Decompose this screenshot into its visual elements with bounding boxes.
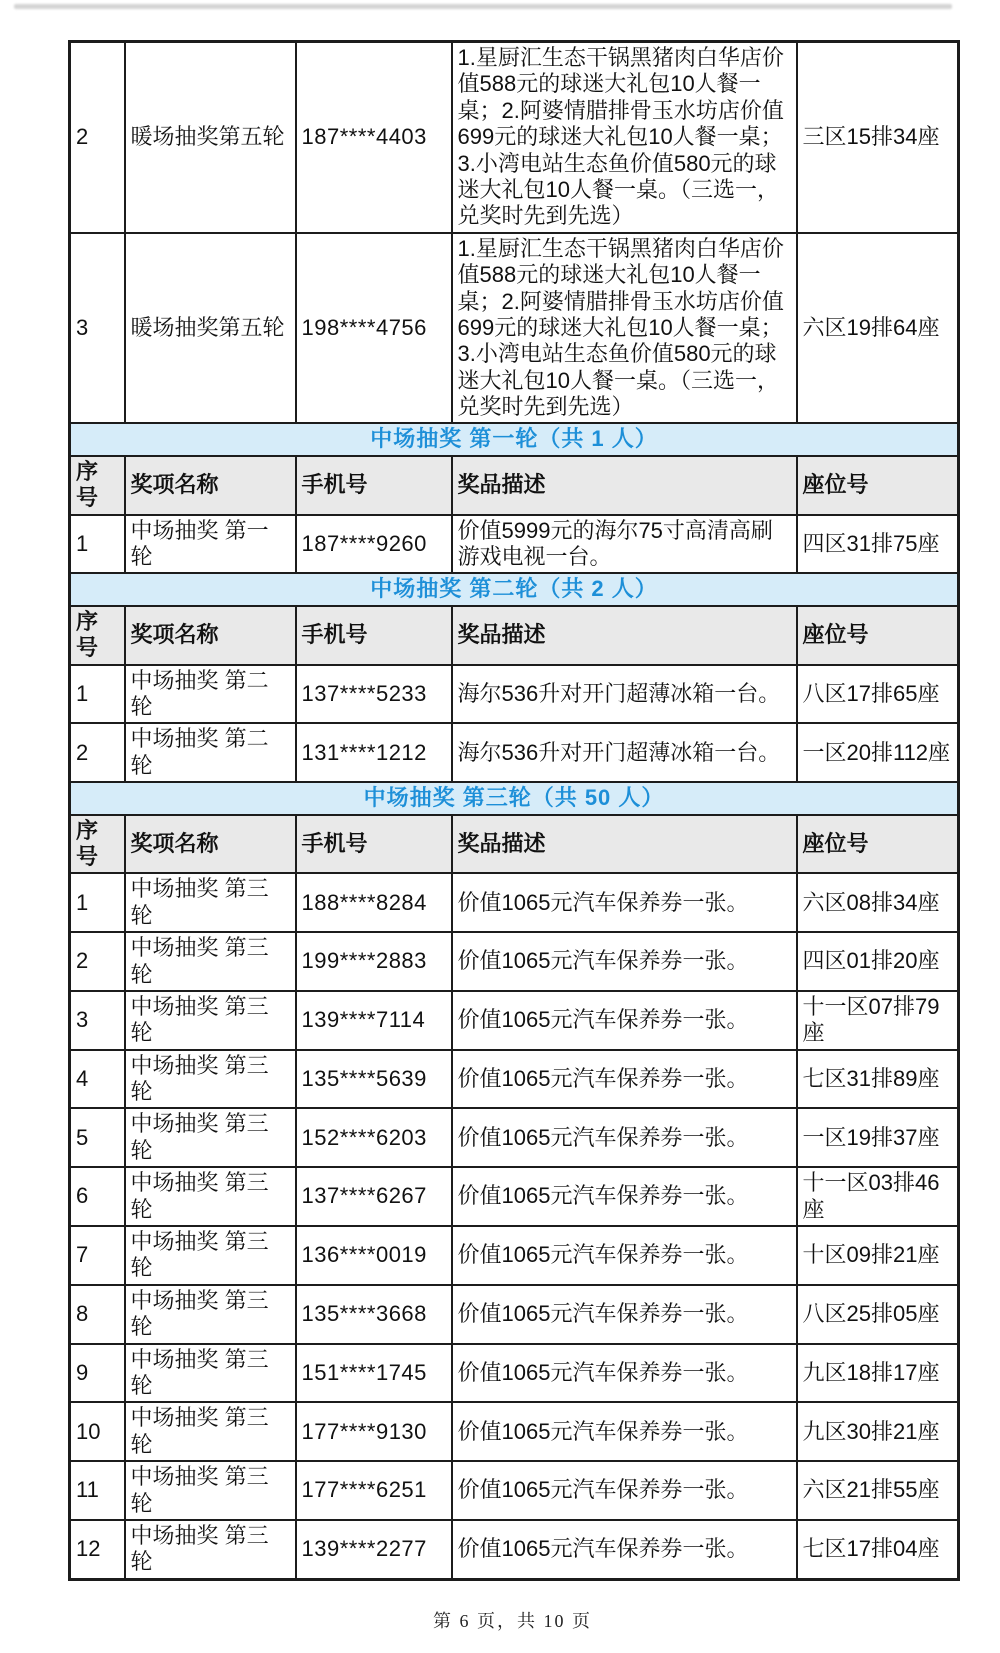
header-row xyxy=(70,815,959,874)
cell-seat: 十一区03排46座 xyxy=(797,1167,959,1226)
header-row xyxy=(70,606,959,665)
cell-serial: 7 xyxy=(70,1226,125,1285)
cell-serial: 1 xyxy=(70,873,125,932)
section-band-round-3 xyxy=(70,782,959,814)
cell-serial: 12 xyxy=(70,1520,125,1579)
cell-prize-name: 中场抽奖 第三轮 xyxy=(125,1226,296,1285)
table-row xyxy=(70,665,959,724)
cell-serial: 2 xyxy=(70,723,125,782)
cell-serial: 3 xyxy=(70,991,125,1050)
cell-seat: 六区21排55座 xyxy=(797,1461,959,1520)
cell-prize-name: 中场抽奖 第三轮 xyxy=(125,1402,296,1461)
col-header-seat: 座位号 xyxy=(797,815,959,874)
cell-phone: 152****6203 xyxy=(296,1108,452,1167)
cell-prize-desc: 价值1065元汽车保养券一张。 xyxy=(452,1226,797,1285)
col-header-prize-desc: 奖品描述 xyxy=(452,815,797,874)
cell-prize-name: 中场抽奖 第三轮 xyxy=(125,1167,296,1226)
table-row xyxy=(70,233,959,424)
cell-seat: 十区09排21座 xyxy=(797,1226,959,1285)
table-row xyxy=(70,1402,959,1461)
table-row xyxy=(70,1461,959,1520)
col-header-serial: 序号 xyxy=(70,456,125,515)
cell-serial: 4 xyxy=(70,1050,125,1109)
cell-seat: 四区31排75座 xyxy=(797,515,959,574)
cell-prize-name: 中场抽奖 第三轮 xyxy=(125,1344,296,1403)
cell-phone: 151****1745 xyxy=(296,1344,452,1403)
cell-prize-name: 中场抽奖 第一轮 xyxy=(125,515,296,574)
cell-serial: 10 xyxy=(70,1402,125,1461)
col-header-serial: 序号 xyxy=(70,815,125,874)
cell-seat: 九区30排21座 xyxy=(797,1402,959,1461)
table-row xyxy=(70,873,959,932)
cell-phone: 187****9260 xyxy=(296,515,452,574)
header-row xyxy=(70,456,959,515)
col-header-prize-desc: 奖品描述 xyxy=(452,456,797,515)
table-row xyxy=(70,1167,959,1226)
cell-prize-name: 中场抽奖 第三轮 xyxy=(125,991,296,1050)
cell-serial: 1 xyxy=(70,515,125,574)
cell-prize-desc: 海尔536升对开门超薄冰箱一台。 xyxy=(452,665,797,724)
cell-seat: 七区31排89座 xyxy=(797,1050,959,1109)
cell-prize-name: 中场抽奖 第三轮 xyxy=(125,1050,296,1109)
table-row xyxy=(70,1344,959,1403)
cell-seat: 六区08排34座 xyxy=(797,873,959,932)
cell-prize-desc: 价值1065元汽车保养券一张。 xyxy=(452,1461,797,1520)
cell-prize-desc: 价值1065元汽车保养券一张。 xyxy=(452,991,797,1050)
page-number-footer: 第 6 页，共 10 页 xyxy=(433,1610,592,1631)
col-header-serial: 序号 xyxy=(70,606,125,665)
table-row xyxy=(70,1050,959,1109)
cell-prize-name: 中场抽奖 第三轮 xyxy=(125,1108,296,1167)
cell-prize-name: 中场抽奖 第三轮 xyxy=(125,1285,296,1344)
section-title: 中场抽奖 第二轮（共 2 人） xyxy=(70,573,959,605)
cell-phone: 198****4756 xyxy=(296,233,452,424)
cell-serial: 2 xyxy=(70,42,125,233)
cell-serial: 2 xyxy=(70,932,125,991)
col-header-prize-name: 奖项名称 xyxy=(125,456,296,515)
cell-serial: 5 xyxy=(70,1108,125,1167)
cell-prize-desc: 价值1065元汽车保养券一张。 xyxy=(452,1050,797,1109)
col-header-prize-name: 奖项名称 xyxy=(125,815,296,874)
col-header-phone: 手机号 xyxy=(296,815,452,874)
cell-phone: 137****5233 xyxy=(296,665,452,724)
cell-phone: 188****8284 xyxy=(296,873,452,932)
cell-prize-name: 中场抽奖 第三轮 xyxy=(125,1461,296,1520)
col-header-prize-desc: 奖品描述 xyxy=(452,606,797,665)
cell-phone: 136****0019 xyxy=(296,1226,452,1285)
cell-seat: 一区19排37座 xyxy=(797,1108,959,1167)
section-title: 中场抽奖 第一轮（共 1 人） xyxy=(70,423,959,455)
cell-prize-name: 中场抽奖 第三轮 xyxy=(125,932,296,991)
cell-seat: 六区19排64座 xyxy=(797,233,959,424)
cell-prize-desc: 价值1065元汽车保养券一张。 xyxy=(452,1344,797,1403)
cell-prize-name: 中场抽奖 第三轮 xyxy=(125,873,296,932)
cell-serial: 6 xyxy=(70,1167,125,1226)
cell-phone: 135****5639 xyxy=(296,1050,452,1109)
cell-prize-desc: 1.星厨汇生态干锅黑猪肉白华店价值588元的球迷大礼包10人餐一桌；2.阿婆情腊排骨玉水坊店价值699元的球迷大礼包10人餐一桌；3.小湾电站生态鱼价值580元的球迷大礼包10人餐一桌。（三选一，兑奖时先到先选） xyxy=(452,42,797,233)
cell-phone: 177****9130 xyxy=(296,1402,452,1461)
cell-prize-desc: 海尔536升对开门超薄冰箱一台。 xyxy=(452,723,797,782)
col-header-phone: 手机号 xyxy=(296,456,452,515)
cell-phone: 199****2883 xyxy=(296,932,452,991)
cell-phone: 139****7114 xyxy=(296,991,452,1050)
col-header-prize-name: 奖项名称 xyxy=(125,606,296,665)
table-row xyxy=(70,42,959,233)
section-band-round-2 xyxy=(70,573,959,605)
previous-row-border-artifact xyxy=(14,4,952,9)
cell-prize-name: 暖场抽奖第五轮 xyxy=(125,233,296,424)
cell-seat: 八区25排05座 xyxy=(797,1285,959,1344)
cell-seat: 七区17排04座 xyxy=(797,1520,959,1579)
table-row xyxy=(70,1108,959,1167)
cell-seat: 四区01排20座 xyxy=(797,932,959,991)
cell-seat: 九区18排17座 xyxy=(797,1344,959,1403)
cell-phone: 139****2277 xyxy=(296,1520,452,1579)
table-row xyxy=(70,1226,959,1285)
cell-prize-desc: 价值1065元汽车保养券一张。 xyxy=(452,1402,797,1461)
col-header-phone: 手机号 xyxy=(296,606,452,665)
cell-prize-desc: 价值1065元汽车保养券一张。 xyxy=(452,1520,797,1579)
cell-prize-desc: 价值1065元汽车保养券一张。 xyxy=(452,1285,797,1344)
cell-phone: 137****6267 xyxy=(296,1167,452,1226)
table-row xyxy=(70,723,959,782)
cell-prize-desc: 价值1065元汽车保养券一张。 xyxy=(452,932,797,991)
section-band-round-1 xyxy=(70,423,959,455)
table-row xyxy=(70,932,959,991)
col-header-seat: 座位号 xyxy=(797,456,959,515)
cell-prize-desc: 1.星厨汇生态干锅黑猪肉白华店价值588元的球迷大礼包10人餐一桌；2.阿婆情腊排骨玉水坊店价值699元的球迷大礼包10人餐一桌；3.小湾电站生态鱼价值580元的球迷大礼包10人餐一桌。（三选一，兑奖时先到先选） xyxy=(452,233,797,424)
cell-serial: 3 xyxy=(70,233,125,424)
cell-prize-desc: 价值1065元汽车保养券一张。 xyxy=(452,1167,797,1226)
cell-serial: 1 xyxy=(70,665,125,724)
cell-prize-name: 暖场抽奖第五轮 xyxy=(125,42,296,233)
cell-phone: 177****6251 xyxy=(296,1461,452,1520)
cell-phone: 187****4403 xyxy=(296,42,452,233)
cell-prize-desc: 价值1065元汽车保养券一张。 xyxy=(452,873,797,932)
cell-seat: 一区20排112座 xyxy=(797,723,959,782)
cell-serial: 9 xyxy=(70,1344,125,1403)
prize-results-table xyxy=(68,40,960,1581)
cell-prize-desc: 价值5999元的海尔75寸高清高刷游戏电视一台。 xyxy=(452,515,797,574)
cell-serial: 11 xyxy=(70,1461,125,1520)
cell-serial: 8 xyxy=(70,1285,125,1344)
cell-seat: 八区17排65座 xyxy=(797,665,959,724)
cell-phone: 131****1212 xyxy=(296,723,452,782)
cell-phone: 135****3668 xyxy=(296,1285,452,1344)
table-row xyxy=(70,515,959,574)
cell-prize-desc: 价值1065元汽车保养券一张。 xyxy=(452,1108,797,1167)
cell-seat: 三区15排34座 xyxy=(797,42,959,233)
section-title: 中场抽奖 第三轮（共 50 人） xyxy=(70,782,959,814)
col-header-seat: 座位号 xyxy=(797,606,959,665)
table-row xyxy=(70,1285,959,1344)
table-row xyxy=(70,1520,959,1579)
cell-prize-name: 中场抽奖 第三轮 xyxy=(125,1520,296,1579)
cell-prize-name: 中场抽奖 第二轮 xyxy=(125,723,296,782)
cell-prize-name: 中场抽奖 第二轮 xyxy=(125,665,296,724)
cell-seat: 十一区07排79座 xyxy=(797,991,959,1050)
table-row xyxy=(70,991,959,1050)
